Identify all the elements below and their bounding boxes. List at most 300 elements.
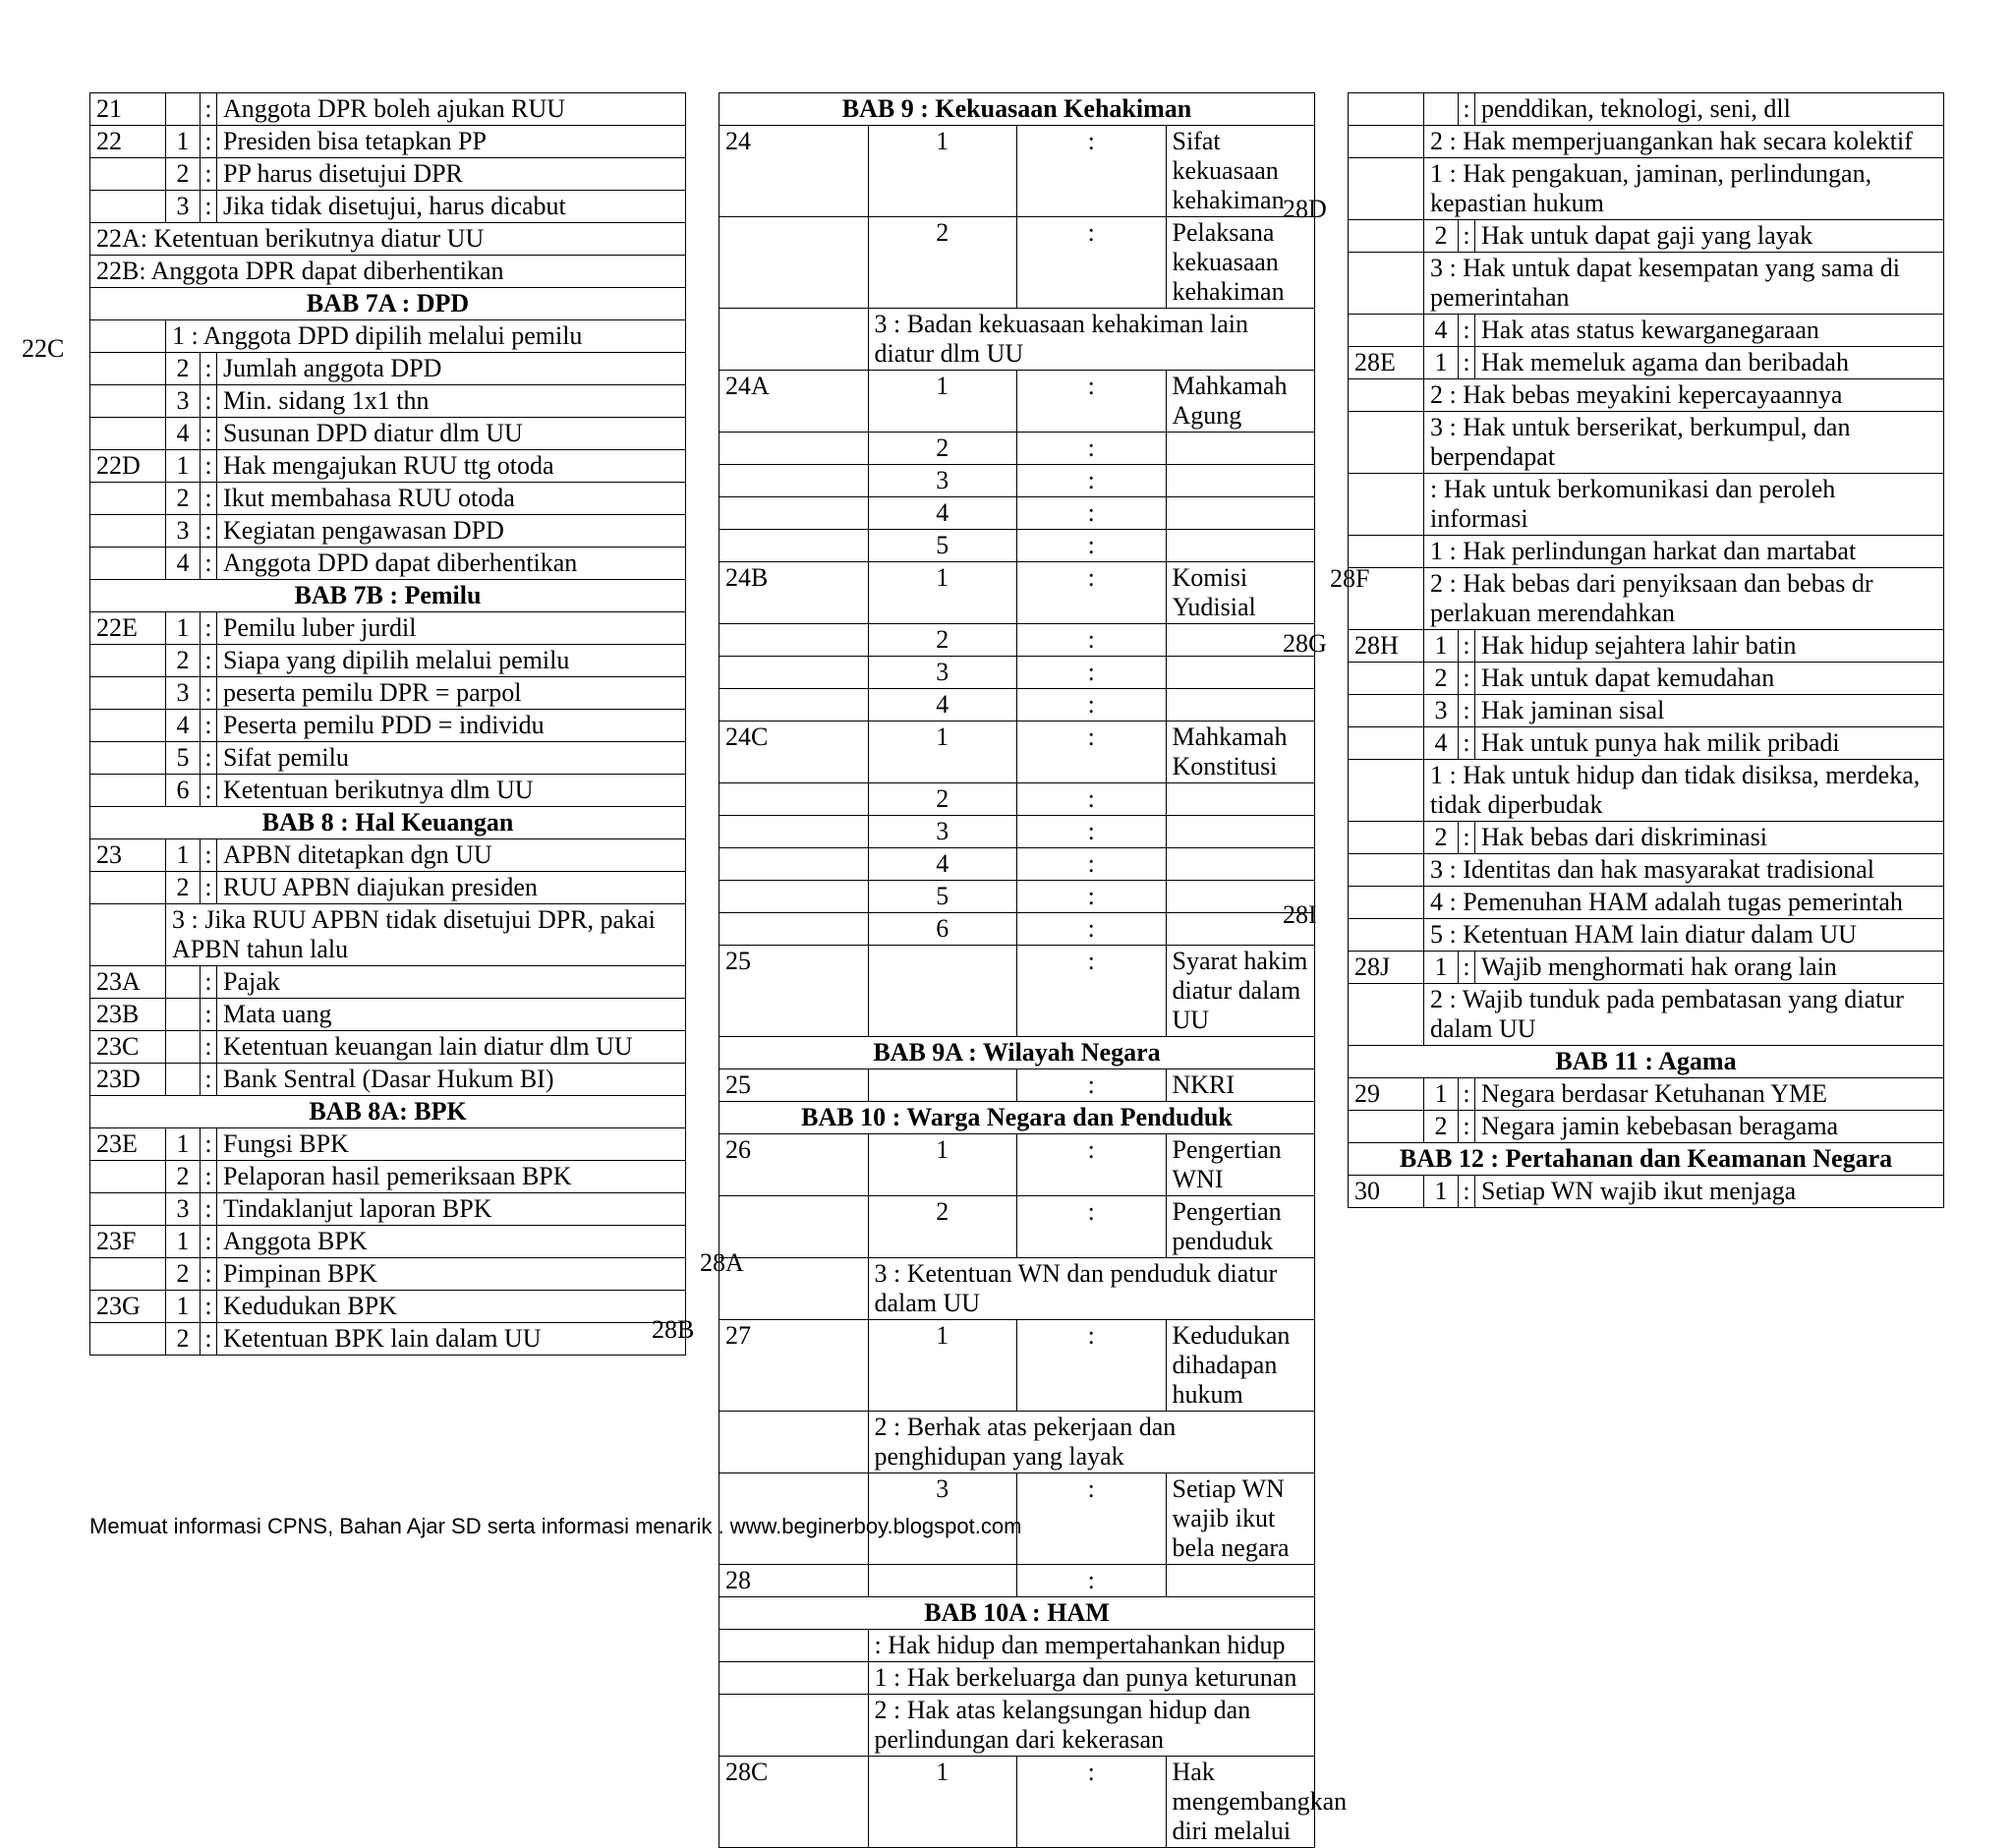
table-row	[719, 1037, 1315, 1069]
table-row	[90, 483, 686, 515]
article-number	[719, 657, 869, 689]
article-number	[719, 913, 869, 946]
article-number: 27	[719, 1320, 869, 1412]
colon-separator: :	[201, 548, 217, 580]
table-row	[719, 126, 1315, 217]
article-text: Jika tidak disetujui, harus dicabut	[217, 191, 686, 223]
table-row	[90, 1096, 686, 1128]
clause-number: 5	[166, 742, 201, 775]
table-row	[1349, 663, 1944, 695]
table-row	[90, 999, 686, 1031]
article-number: 23	[90, 839, 166, 872]
side-label-28d: 28D	[1283, 195, 1327, 223]
article-text: 3 : Badan kekuasaan kehakiman lain diatur dlm UU	[868, 309, 1315, 371]
colon-separator: :	[1017, 1196, 1167, 1258]
clause-number: 1	[868, 722, 1017, 783]
article-number: 23A	[90, 966, 166, 999]
table-row	[90, 1064, 686, 1096]
table-row	[719, 783, 1315, 816]
table-row	[90, 872, 686, 904]
clause-number: 1	[868, 562, 1017, 624]
article-text: APBN ditetapkan dgn UU	[217, 839, 686, 872]
chapter-heading: BAB 10 : Warga Negara dan Penduduk	[719, 1102, 1315, 1134]
colon-separator: :	[1017, 848, 1167, 881]
chapter-heading: BAB 7B : Pemilu	[90, 580, 686, 612]
article-text: 3 : Identitas dan hak masyarakat tradisional	[1424, 854, 1944, 887]
colon-separator: :	[1017, 946, 1167, 1037]
table-row	[719, 913, 1315, 946]
article-text: PP harus disetujui DPR	[217, 158, 686, 191]
article-text: NKRI	[1166, 1069, 1315, 1102]
article-number	[719, 816, 869, 848]
table-row	[1349, 1111, 1944, 1143]
colon-separator: :	[201, 1226, 217, 1258]
article-number	[90, 418, 166, 450]
table-row	[719, 530, 1315, 562]
colon-separator: :	[1459, 727, 1475, 760]
colon-separator: :	[201, 126, 217, 158]
article-number: 23B	[90, 999, 166, 1031]
colon-separator: :	[1017, 722, 1167, 783]
article-number	[1349, 822, 1424, 854]
clause-number: 3	[166, 515, 201, 548]
article-text: 2 : Wajib tunduk pada pembatasan yang diatur dalam UU	[1424, 984, 1944, 1046]
article-number	[90, 483, 166, 515]
clause-number	[868, 946, 1017, 1037]
clause-number: 1	[1424, 1176, 1459, 1208]
colon-separator: :	[201, 1258, 217, 1291]
article-number	[719, 309, 869, 371]
side-label-28g: 28G	[1283, 629, 1327, 658]
table-row	[719, 1630, 1315, 1662]
article-number	[1349, 887, 1424, 919]
colon-separator: :	[1459, 1078, 1475, 1111]
article-number	[90, 548, 166, 580]
colon-separator: :	[201, 418, 217, 450]
clause-number: 4	[166, 418, 201, 450]
article-text: 3 : Hak untuk dapat kesempatan yang sama di pemerintahan	[1424, 253, 1944, 315]
table-row	[90, 1226, 686, 1258]
table-row	[719, 562, 1315, 624]
article-number	[1349, 315, 1424, 347]
article-number	[719, 1630, 869, 1662]
colon-separator: :	[1459, 952, 1475, 984]
clause-number: 2	[868, 1196, 1017, 1258]
article-text	[1166, 465, 1315, 497]
column-3	[1348, 92, 1944, 1208]
table-row	[90, 677, 686, 710]
clause-number: 4	[1424, 315, 1459, 347]
article-number: 22D	[90, 450, 166, 483]
colon-separator: :	[1017, 1069, 1167, 1102]
clause-number: 1	[1424, 347, 1459, 379]
colon-separator: :	[201, 1161, 217, 1193]
table-row	[1349, 379, 1944, 412]
colon-separator: :	[201, 515, 217, 548]
article-text: 2 : Hak bebas dari penyiksaan dan bebas dr perlakuan merendahkan	[1424, 568, 1944, 630]
table-row	[90, 966, 686, 999]
article-number	[90, 353, 166, 385]
clause-number: 4	[1424, 727, 1459, 760]
table-row	[719, 465, 1315, 497]
chapter-heading: BAB 11 : Agama	[1349, 1046, 1944, 1078]
colon-separator: :	[201, 966, 217, 999]
colon-separator: :	[201, 839, 217, 872]
clause-number: 3	[166, 191, 201, 223]
article-number	[1349, 220, 1424, 253]
table-row	[90, 288, 686, 320]
article-text: Syarat hakim diatur dalam UU	[1166, 946, 1315, 1037]
clause-number: 1	[166, 450, 201, 483]
table-row	[1349, 536, 1944, 568]
article-text: Setiap WN wajib ikut bela negara	[1166, 1473, 1315, 1565]
table-row	[1349, 919, 1944, 952]
article-text: : Hak hidup dan mempertahankan hidup	[868, 1630, 1315, 1662]
colon-separator: :	[1459, 822, 1475, 854]
clause-number: 2	[166, 1323, 201, 1356]
colon-separator: :	[1017, 497, 1167, 530]
table-row	[90, 223, 686, 256]
colon-separator: :	[1017, 371, 1167, 433]
article-text: Bank Sentral (Dasar Hukum BI)	[217, 1064, 686, 1096]
article-number	[719, 465, 869, 497]
clause-number: 3	[868, 465, 1017, 497]
clause-number: 4	[166, 710, 201, 742]
clause-number: 2	[1424, 663, 1459, 695]
article-text: 4 : Pemenuhan HAM adalah tugas pemerintah	[1424, 887, 1944, 919]
article-number: 21	[90, 93, 166, 126]
colon-separator: :	[201, 483, 217, 515]
table-row	[1349, 220, 1944, 253]
table-row	[90, 158, 686, 191]
article-number	[719, 1662, 869, 1695]
table-row	[719, 848, 1315, 881]
table-row	[1349, 93, 1944, 126]
table-row	[719, 946, 1315, 1037]
article-text: Hak jaminan sisal	[1475, 695, 1944, 727]
article-text: Ketentuan keuangan lain diatur dlm UU	[217, 1031, 686, 1064]
table-row	[719, 1597, 1315, 1630]
clause-number	[868, 1565, 1017, 1597]
article-number	[90, 515, 166, 548]
article-number	[90, 1193, 166, 1226]
article-number	[90, 385, 166, 418]
article-number: 23G	[90, 1291, 166, 1323]
article-text: Pelaksana kekuasaan kehakiman	[1166, 217, 1315, 309]
chapter-heading: BAB 9A : Wilayah Negara	[719, 1037, 1315, 1069]
clause-number: 3	[166, 1193, 201, 1226]
colon-separator: :	[201, 1064, 217, 1096]
colon-separator: :	[201, 93, 217, 126]
article-number	[1349, 379, 1424, 412]
clause-number: 1	[1424, 1078, 1459, 1111]
article-text: 1 : Hak perlindungan harkat dan martabat	[1424, 536, 1944, 568]
article-text: Negara jamin kebebasan beragama	[1475, 1111, 1944, 1143]
table-row	[90, 742, 686, 775]
article-text	[1166, 816, 1315, 848]
article-number	[1349, 412, 1424, 474]
article-text: Sifat kekuasaan kehakiman	[1166, 126, 1315, 217]
article-number	[1349, 854, 1424, 887]
colon-separator: :	[1459, 695, 1475, 727]
table-row	[719, 1196, 1315, 1258]
article-number: 26	[719, 1134, 869, 1196]
side-label-22c: 22C	[22, 334, 65, 363]
article-number: 22	[90, 126, 166, 158]
colon-separator: :	[1017, 465, 1167, 497]
article-number: 25	[719, 946, 869, 1037]
table-row	[90, 1258, 686, 1291]
article-number	[1349, 93, 1424, 126]
side-label-28f: 28F	[1330, 564, 1370, 593]
table-row	[719, 433, 1315, 465]
table-row	[719, 722, 1315, 783]
clause-number: 1	[166, 1226, 201, 1258]
article-number	[719, 1695, 869, 1757]
colon-separator: :	[201, 385, 217, 418]
article-number	[719, 624, 869, 657]
colon-separator: :	[1017, 624, 1167, 657]
article-text: Ketentuan BPK lain dalam UU	[217, 1323, 686, 1356]
colon-separator: :	[1017, 1134, 1167, 1196]
article-text: Hak untuk dapat gaji yang layak	[1475, 220, 1944, 253]
article-number	[90, 710, 166, 742]
table-row	[1349, 568, 1944, 630]
article-number: 23F	[90, 1226, 166, 1258]
clause-number	[166, 93, 201, 126]
article-number	[1349, 727, 1424, 760]
article-text: 2 : Hak memperjuangankan hak secara kolektif	[1424, 126, 1944, 158]
table-row	[90, 1323, 686, 1356]
article-number: 30	[1349, 1176, 1424, 1208]
article-number: 29	[1349, 1078, 1424, 1111]
article-number	[90, 775, 166, 807]
article-number	[1349, 1111, 1424, 1143]
article-text: Hak mengembangkan diri melalui	[1166, 1757, 1315, 1848]
clause-number	[166, 1064, 201, 1096]
table-row	[90, 904, 686, 966]
article-text: Hak bebas dari diskriminasi	[1475, 822, 1944, 854]
clause-number	[1424, 93, 1459, 126]
article-text: Mahkamah Konstitusi	[1166, 722, 1315, 783]
clause-number: 4	[166, 548, 201, 580]
article-number: 24B	[719, 562, 869, 624]
article-number: 24C	[719, 722, 869, 783]
table-row	[719, 1412, 1315, 1473]
article-number	[719, 530, 869, 562]
article-number: 28H	[1349, 630, 1424, 663]
clause-number: 1	[868, 1134, 1017, 1196]
table-row	[90, 710, 686, 742]
table-row	[90, 580, 686, 612]
table-row	[719, 624, 1315, 657]
footer-text: Memuat informasi CPNS, Bahan Ajar SD serta informasi menarik . www.beginerboy.blogspot.com	[89, 1514, 1022, 1538]
table-row	[90, 775, 686, 807]
table-row	[1349, 854, 1944, 887]
colon-separator: :	[1017, 816, 1167, 848]
article-text: Komisi Yudisial	[1166, 562, 1315, 624]
article-number: 28C	[719, 1757, 869, 1848]
chapter-heading: BAB 9 : Kekuasaan Kehakiman	[719, 93, 1315, 126]
table-row	[719, 217, 1315, 309]
colon-separator: :	[201, 999, 217, 1031]
clause-number: 2	[166, 645, 201, 677]
article-text: 1 : Hak untuk hidup dan tidak disiksa, merdeka, tidak diperbudak	[1424, 760, 1944, 822]
article-number: 23D	[90, 1064, 166, 1096]
table-row	[1349, 695, 1944, 727]
colon-separator: :	[201, 1291, 217, 1323]
article-number: 28	[719, 1565, 869, 1597]
article-number	[90, 677, 166, 710]
table-row	[90, 548, 686, 580]
article-text: Hak mengajukan RUU ttg otoda	[217, 450, 686, 483]
colon-separator: :	[1459, 630, 1475, 663]
clause-number: 3	[1424, 695, 1459, 727]
clause-number: 1	[166, 126, 201, 158]
colon-separator: :	[201, 710, 217, 742]
colon-separator: :	[201, 677, 217, 710]
colon-separator: :	[201, 450, 217, 483]
clause-number: 1	[166, 612, 201, 645]
table-row	[1349, 887, 1944, 919]
table-row	[90, 612, 686, 645]
clause-number: 2	[868, 783, 1017, 816]
article-text: Pengertian WNI	[1166, 1134, 1315, 1196]
table-row	[719, 1134, 1315, 1196]
colon-separator: :	[1459, 1176, 1475, 1208]
colon-separator: :	[1017, 562, 1167, 624]
article-text	[1166, 1565, 1315, 1597]
article-text: Pelaporan hasil pemeriksaan BPK	[217, 1161, 686, 1193]
table-row	[1349, 1078, 1944, 1111]
article-text: 3 : Hak untuk berserikat, berkumpul, dan berpendapat	[1424, 412, 1944, 474]
column-2	[719, 92, 1348, 1848]
article-text	[1166, 497, 1315, 530]
article-table-1	[89, 92, 686, 1356]
table-row	[719, 371, 1315, 433]
colon-separator: :	[201, 775, 217, 807]
article-text: 3 : Jika RUU APBN tidak disetujui DPR, pakai APBN tahun lalu	[166, 904, 686, 966]
table-row	[1349, 474, 1944, 536]
colon-separator: :	[1459, 663, 1475, 695]
article-text: Hak atas status kewarganegaraan	[1475, 315, 1944, 347]
clause-number: 4	[868, 497, 1017, 530]
article-text: Peserta pemilu PDD = individu	[217, 710, 686, 742]
article-number	[90, 1161, 166, 1193]
article-text: Mahkamah Agung	[1166, 371, 1315, 433]
clause-number: 2	[166, 353, 201, 385]
chapter-heading: BAB 10A : HAM	[719, 1597, 1315, 1630]
article-number	[90, 645, 166, 677]
article-number	[1349, 253, 1424, 315]
article-text: Kedudukan dihadapan hukum	[1166, 1320, 1315, 1412]
article-text: 1 : Hak pengakuan, jaminan, perlindungan, kepastian hukum	[1424, 158, 1944, 220]
article-text	[1166, 657, 1315, 689]
article-text: Jumlah anggota DPD	[217, 353, 686, 385]
article-text: Kegiatan pengawasan DPD	[217, 515, 686, 548]
table-row	[1349, 315, 1944, 347]
article-text: Anggota DPD dapat diberhentikan	[217, 548, 686, 580]
colon-separator: :	[1459, 220, 1475, 253]
article-number	[90, 742, 166, 775]
article-text	[1166, 433, 1315, 465]
table-row	[90, 515, 686, 548]
article-number: 28E	[1349, 347, 1424, 379]
table-row	[1349, 727, 1944, 760]
article-number	[719, 497, 869, 530]
clause-number: 2	[166, 158, 201, 191]
clause-number: 3	[166, 677, 201, 710]
article-text: 3 : Ketentuan WN dan penduduk diatur dalam UU	[868, 1258, 1315, 1320]
table-row	[90, 320, 686, 353]
table-row	[90, 353, 686, 385]
article-text: Susunan DPD diatur dlm UU	[217, 418, 686, 450]
colon-separator: :	[1017, 126, 1167, 217]
article-number	[719, 217, 869, 309]
table-row	[90, 126, 686, 158]
table-row	[1349, 1046, 1944, 1078]
colon-separator: :	[1017, 433, 1167, 465]
clause-number: 2	[166, 1258, 201, 1291]
article-text	[1166, 530, 1315, 562]
article-text: Presiden bisa tetapkan PP	[217, 126, 686, 158]
clause-number: 1	[166, 1291, 201, 1323]
article-number	[719, 848, 869, 881]
clause-number: 2	[166, 483, 201, 515]
colon-separator: :	[201, 742, 217, 775]
colon-separator: :	[1459, 347, 1475, 379]
colon-separator: :	[1017, 1565, 1167, 1597]
clause-number	[166, 999, 201, 1031]
clause-number: 2	[868, 624, 1017, 657]
article-text: peserta pemilu DPR = parpol	[217, 677, 686, 710]
column-1	[89, 92, 686, 1356]
article-table-3	[1348, 92, 1944, 1208]
table-row	[1349, 952, 1944, 984]
clause-number: 3	[868, 657, 1017, 689]
article-number	[719, 783, 869, 816]
table-row	[1349, 1143, 1944, 1176]
article-text: Pengertian penduduk	[1166, 1196, 1315, 1258]
article-number	[1349, 695, 1424, 727]
clause-number: 1	[1424, 630, 1459, 663]
clause-number: 1	[868, 371, 1017, 433]
clause-number: 2	[1424, 220, 1459, 253]
clause-number: 4	[868, 848, 1017, 881]
chapter-heading: BAB 8 : Hal Keuangan	[90, 807, 686, 839]
clause-number: 5	[868, 881, 1017, 913]
colon-separator: :	[201, 612, 217, 645]
article-number	[1349, 760, 1424, 822]
colon-separator: :	[1017, 1757, 1167, 1848]
colon-separator: :	[1017, 881, 1167, 913]
article-number	[90, 1323, 166, 1356]
article-text: Tindaklanjut laporan BPK	[217, 1193, 686, 1226]
article-text: Wajib menghormati hak orang lain	[1475, 952, 1944, 984]
table-row	[1349, 347, 1944, 379]
colon-separator: :	[201, 158, 217, 191]
article-text: 22B: Anggota DPR dapat diberhentikan	[90, 256, 686, 288]
article-text: Pimpinan BPK	[217, 1258, 686, 1291]
article-text: Hak memeluk agama dan beribadah	[1475, 347, 1944, 379]
table-row	[719, 816, 1315, 848]
clause-number: 1	[868, 1320, 1017, 1412]
article-text: Min. sidang 1x1 thn	[217, 385, 686, 418]
table-row	[719, 1662, 1315, 1695]
article-text: 2 : Hak atas kelangsungan hidup dan perlindungan dari kekerasan	[868, 1695, 1315, 1757]
table-row	[90, 450, 686, 483]
chapter-heading: BAB 8A: BPK	[90, 1096, 686, 1128]
